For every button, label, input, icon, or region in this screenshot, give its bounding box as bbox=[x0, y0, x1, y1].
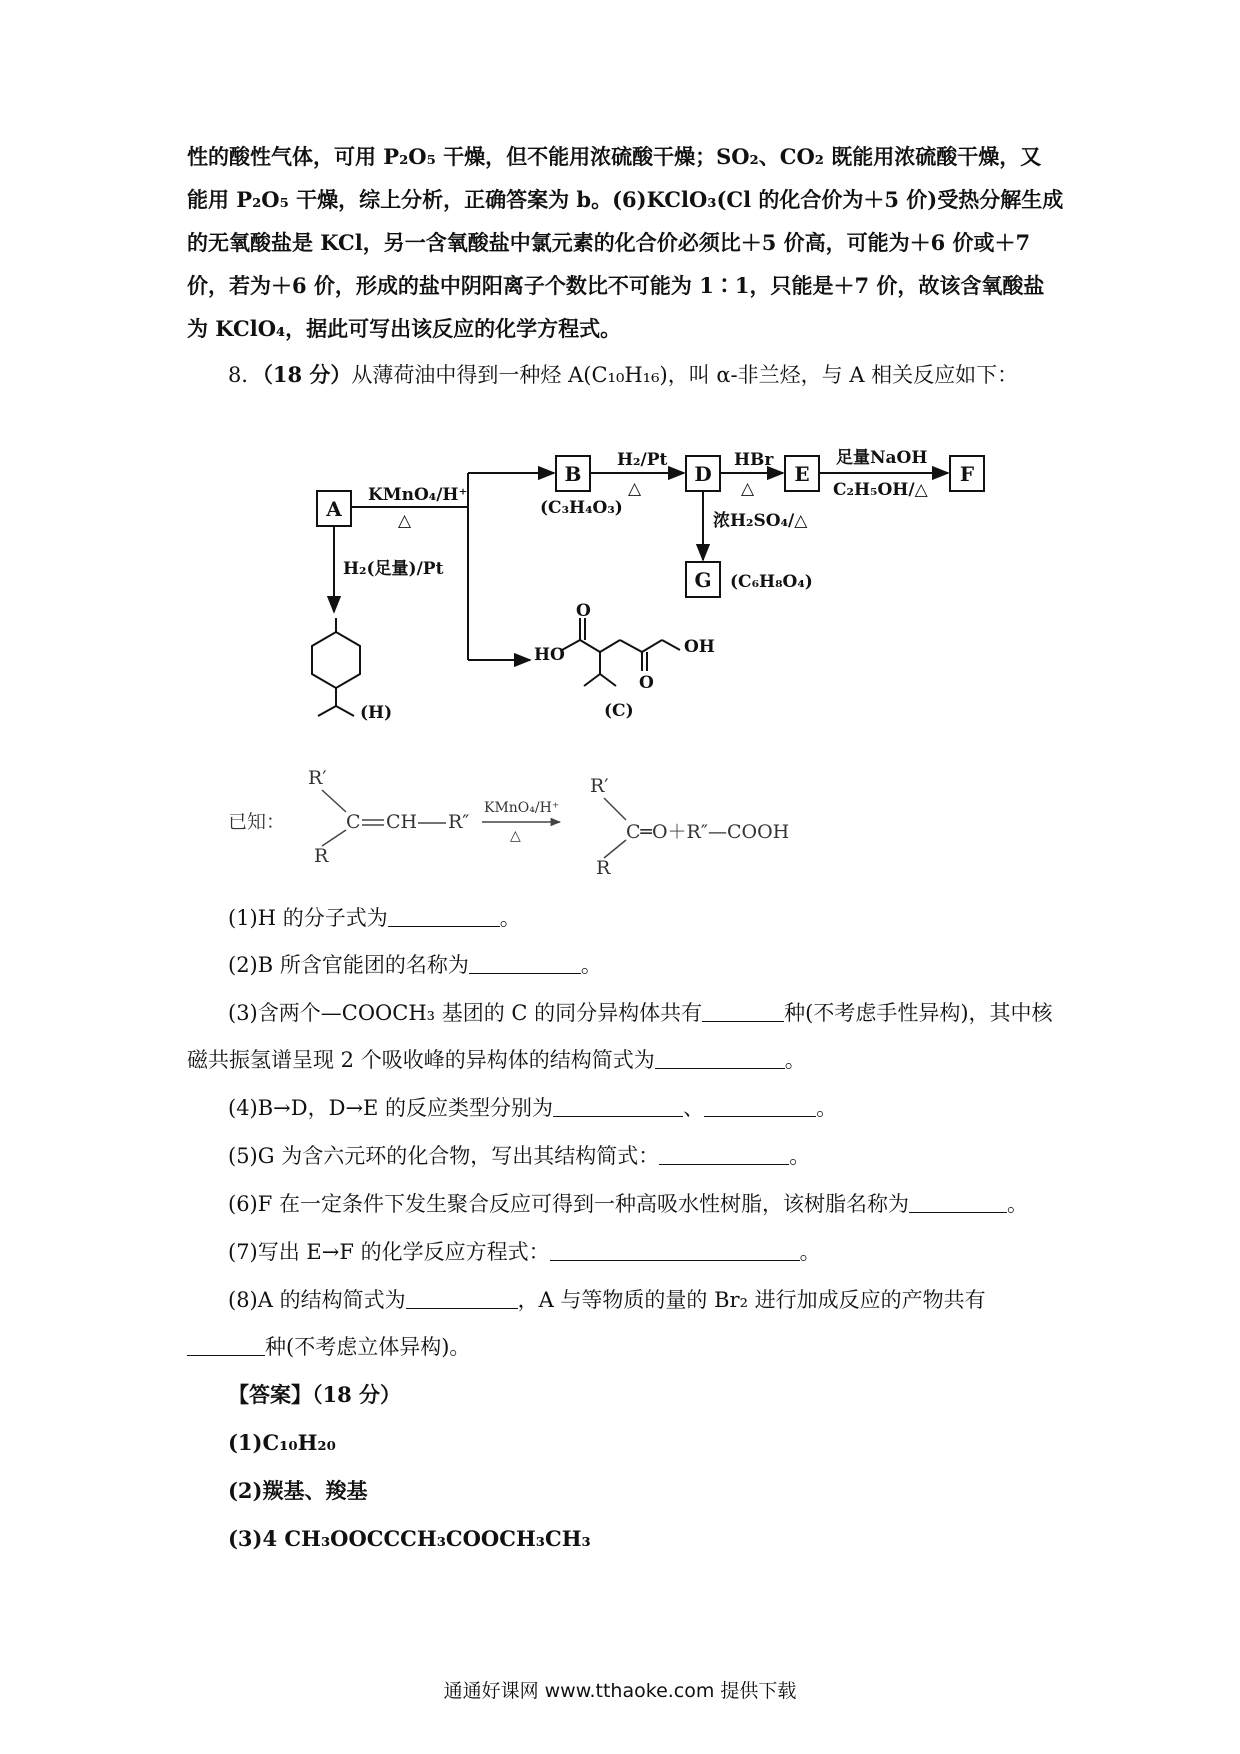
box-F-label: F bbox=[959, 462, 975, 486]
answer-blank-1[interactable] bbox=[388, 904, 500, 927]
subq-7-text: (7)写出 E→F 的化学反应方程式： bbox=[228, 1240, 550, 1264]
answer-blank-4a[interactable] bbox=[553, 1094, 683, 1117]
reagent-D-E: HBr bbox=[734, 450, 774, 470]
answer-blank-3b[interactable] bbox=[655, 1046, 785, 1069]
label-H: (H) bbox=[360, 703, 393, 723]
structure-H bbox=[312, 618, 360, 716]
intro-line-4: 价，若为＋6 价，形成的盐中阴阳离子个数比不可能为 1∶1，只能是＋7 价，故该含氧酸盐 bbox=[187, 273, 1045, 298]
subq-7-end: 。 bbox=[799, 1240, 821, 1264]
intro-line-2: 能用 P₂O₅ 干燥，综上分析，正确答案为 b。(6)KClO₃(Cl 的化合价为＋5 价)受热分解生成 bbox=[187, 187, 1064, 212]
answer-blank-5[interactable] bbox=[659, 1142, 789, 1165]
label-C: (C) bbox=[604, 701, 634, 721]
subq-3-cont bbox=[187, 1045, 1063, 1075]
known-heat: △ bbox=[510, 828, 521, 844]
reagent-E-F-bottom: C₂H₅OH/△ bbox=[833, 480, 928, 500]
box-E-label: E bbox=[794, 462, 810, 486]
box-B-label: B bbox=[564, 462, 582, 486]
answer-blank-3a[interactable] bbox=[702, 999, 784, 1022]
formula-B: (C₃H₄O₃) bbox=[540, 498, 623, 518]
subq-3-end: 。 bbox=[784, 1048, 806, 1072]
subq-8 bbox=[228, 1285, 1104, 1315]
subq-5-text: (5)G 为含六元环的化合物，写出其结构简式： bbox=[228, 1144, 660, 1168]
heat-A-B: △ bbox=[398, 511, 412, 531]
subq-1-text: (1)H 的分子式为 bbox=[228, 906, 388, 930]
answer-1: (1)C₁₀H₂₀ bbox=[228, 1430, 336, 1455]
intro-line-1: 性的酸性气体，可用 P₂O₅ 干燥，但不能用浓硫酸干燥；SO₂、CO₂ 既能用浓硫酸干燥，又 bbox=[187, 144, 1042, 169]
known-R1: R′ bbox=[308, 767, 327, 789]
subq-3-text: (3)含两个—COOCH₃ 基团的 C 的同分异构体共有 bbox=[228, 1001, 703, 1025]
subq-7 bbox=[228, 1237, 1104, 1267]
question-number: 8． bbox=[228, 363, 263, 387]
subq-1 bbox=[228, 903, 1104, 933]
box-A-label: A bbox=[326, 497, 342, 521]
subq-4-end: 。 bbox=[816, 1096, 838, 1120]
C-HO: HO bbox=[534, 645, 565, 665]
reaction-scheme bbox=[0, 0, 1240, 760]
box-D-label: D bbox=[694, 462, 712, 486]
formula-G: (C₆H₈O₄) bbox=[730, 572, 813, 592]
subq-3-text-c: 磁共振氢谱呈现 2 个吸收峰的异构体的结构简式为 bbox=[187, 1048, 655, 1072]
known-C: C bbox=[346, 811, 361, 833]
subq-8-text-b: ，A 与等物质的量的 Br₂ 进行加成反应的产物共有 bbox=[517, 1288, 986, 1312]
reagent-E-F-top: 足量NaOH bbox=[836, 448, 928, 468]
answer-header: 【答案】（18 分） bbox=[228, 1382, 402, 1407]
reagent-A-B: KMnO₄/H⁺ bbox=[368, 485, 468, 505]
subq-8-text: (8)A 的结构简式为 bbox=[228, 1288, 406, 1312]
subq-2-end: 。 bbox=[580, 953, 602, 977]
question-text: 从薄荷油中得到一种烃 A(C₁₀H₁₆)，叫 α-非兰烃，与 A 相关反应如下： bbox=[351, 363, 1019, 387]
question-score: （18 分） bbox=[262, 362, 352, 387]
answer-blank-2[interactable] bbox=[469, 951, 581, 974]
answer-blank-7[interactable] bbox=[550, 1238, 800, 1261]
answer-blank-6[interactable] bbox=[909, 1190, 1007, 1213]
heat-B-D: △ bbox=[628, 479, 642, 499]
known-product-R: R bbox=[596, 857, 611, 879]
known-reaction bbox=[0, 750, 1240, 920]
known-CH: CH bbox=[386, 811, 418, 833]
subq-6-end: 。 bbox=[1007, 1192, 1028, 1216]
known-label: 已知： bbox=[228, 811, 286, 833]
C-O-bottom: O bbox=[639, 673, 654, 693]
intro-line-5: 为 KClO₄，据此可写出该反应的化学方程式。 bbox=[187, 316, 622, 341]
box-G-label: G bbox=[694, 568, 712, 592]
known-reagent: KMnO₄/H⁺ bbox=[484, 800, 560, 816]
subq-8-cont bbox=[187, 1332, 1063, 1362]
heat-D-E: △ bbox=[741, 479, 755, 499]
subq-2-text: (2)B 所含官能团的名称为 bbox=[228, 953, 469, 977]
answer-2: (2)羰基、羧基 bbox=[228, 1478, 368, 1503]
subq-3 bbox=[228, 998, 1104, 1028]
subq-6-text: (6)F 在一定条件下发生聚合反应可得到一种高吸水性树脂，该树脂名称为 bbox=[228, 1192, 909, 1216]
known-product-R1: R′ bbox=[590, 775, 609, 797]
subq-8-text-c: 种(不考虑立体异构)。 bbox=[265, 1335, 471, 1359]
subq-3-text-b: 种(不考虑手性异构)，其中核 bbox=[784, 1001, 1053, 1025]
answer-blank-8a[interactable] bbox=[406, 1286, 518, 1309]
subq-4-text: (4)B→D，D→E 的反应类型分别为 bbox=[228, 1096, 554, 1120]
subq-2 bbox=[228, 950, 1104, 980]
reagent-A-H: H₂(足量)/Pt bbox=[343, 559, 444, 579]
answer-3: (3)4 CH₃OOCCCH₃COOCH₃CH₃ bbox=[228, 1526, 591, 1551]
subq-4-sep: 、 bbox=[683, 1096, 705, 1120]
known-R2: R″ bbox=[448, 811, 470, 833]
known-R: R bbox=[314, 845, 329, 867]
answer-blank-4b[interactable] bbox=[704, 1094, 816, 1117]
subq-1-end: 。 bbox=[499, 906, 521, 930]
subq-4 bbox=[228, 1093, 1104, 1123]
C-OH: OH bbox=[684, 637, 715, 657]
structure-C bbox=[562, 618, 680, 686]
subq-5 bbox=[228, 1141, 1104, 1171]
C-O-top: O bbox=[576, 601, 591, 621]
answer-blank-8b[interactable] bbox=[187, 1333, 265, 1356]
reagent-B-D: H₂/Pt bbox=[617, 450, 668, 470]
subq-6 bbox=[228, 1189, 1104, 1219]
reagent-D-G: 浓H₂SO₄/△ bbox=[713, 511, 808, 531]
subq-5-end: 。 bbox=[789, 1144, 811, 1168]
known-product: C═O＋R″—COOH bbox=[626, 821, 790, 843]
intro-line-3: 的无氧酸盐是 KCl，另一含氧酸盐中氯元素的化合价必须比＋5 价高，可能为＋6 价或＋7 bbox=[187, 230, 1031, 255]
footer-credit: 通通好课网 www.tthaoke.com 提供下载 bbox=[443, 1680, 797, 1702]
